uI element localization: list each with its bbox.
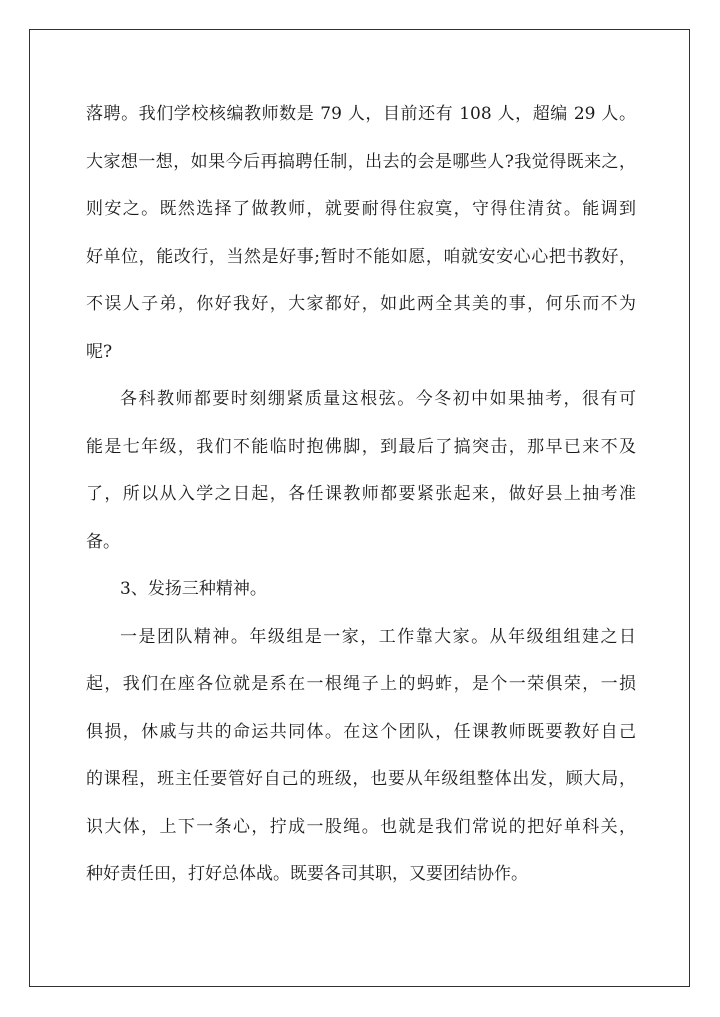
text-line: 呢? — [86, 341, 113, 362]
section-heading: 3、发扬三种精神。 — [120, 579, 267, 599]
document-body — [86, 91, 636, 899]
text-line: 好单位，能改行，当然是好事;暂时不能如愿，咱就安安心心把书教好， — [86, 246, 636, 267]
text-line: 能是七年级，我们不能临时抱佛脚，到最后了搞突击，那早已来不及 — [86, 436, 636, 457]
text-line: 的课程，班主任要管好自己的班级，也要从年级组整体出发，顾大局， — [86, 769, 636, 789]
text-line: 种好责任田，打好总体战。既要各司其职，又要团结协作。 — [86, 864, 528, 884]
text-line: 识大体，上下一条心，拧成一股绳。也就是我们常说的把好单科关， — [86, 816, 636, 837]
paragraph-first-line: 各科教师都要时刻绷紧质量这根弦。今冬初中如果抽考，很有可 — [120, 389, 636, 409]
text-line: 大家想一想，如果今后再搞聘任制，出去的会是哪些人?我觉得既来之， — [86, 151, 636, 172]
paragraph-first-line: 一是团队精神。年级组是一家，工作靠大家。从年级组组建之日 — [120, 626, 636, 647]
text-line: 备。 — [86, 531, 120, 552]
text-line: 起，我们在座各位就是系在一根绳子上的蚂蚱，是个一荣俱荣，一损 — [86, 674, 636, 694]
text-line: 则安之。既然选择了做教师，就要耐得住寂寞，守得住清贫。能调到 — [86, 199, 636, 219]
text-line: 不误人子弟，你好我好，大家都好，如此两全其美的事，何乐而不为 — [86, 294, 636, 314]
text-line: 俱损，休戚与共的命运共同体。在这个团队，任课教师既要教好自己 — [86, 721, 636, 742]
text-line: 落聘。我们学校核编教师数是 79 人，目前还有 108 人，超编 29 人。 — [86, 104, 636, 124]
text-line: 了，所以从入学之日起，各任课教师都要紧张起来，做好县上抽考准 — [86, 484, 636, 504]
